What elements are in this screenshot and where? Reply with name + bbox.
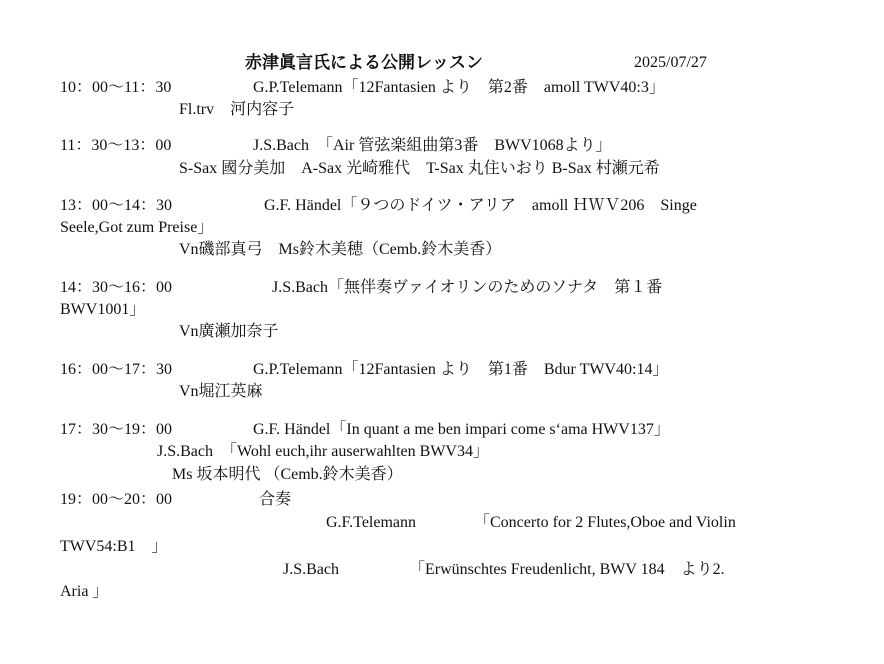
time-slot: 14：30〜16：00 bbox=[60, 279, 173, 296]
piece-title: J.S.Bach「無伴奏ヴァイオリンのためのソナタ 第１番 bbox=[272, 279, 663, 296]
performers: Vn磯部真弓 Ms鈴木美穂（Cemb.鈴木美香） bbox=[179, 241, 502, 258]
performers: Vn廣瀬加奈子 bbox=[179, 323, 279, 340]
page-title: 赤津眞言氏による公開レッスン bbox=[245, 53, 483, 72]
piece-title-continued: BWV1001」 bbox=[60, 301, 146, 318]
piece-title: G.P.Telemann「12Fantasien より 第1番 Bdur TWV40:14」 bbox=[253, 361, 669, 378]
performers: Fl.trv 河内容子 bbox=[179, 101, 295, 118]
event-date: 2025/07/27 bbox=[634, 54, 707, 71]
performers: Vn堀江英麻 bbox=[179, 383, 263, 400]
composer: J.S.Bach bbox=[283, 561, 339, 578]
piece-title-second: J.S.Bach 「Wohl euch,ihr auserwahlten BWV34」 bbox=[157, 443, 489, 460]
time-slot: 17：30〜19：00 bbox=[60, 421, 173, 438]
performers: S-Sax 國分美加 A-Sax 光崎雅代 T-Sax 丸住いおり B-Sax 村瀬元希 bbox=[179, 160, 660, 177]
ensemble-label: 合奏 bbox=[259, 491, 292, 508]
piece-title: G.F. Händel「In quant a me ben impari come s‘ama HWV137」 bbox=[253, 421, 670, 438]
performers: Ms 坂本明代 （Cemb.鈴木美香） bbox=[172, 466, 403, 483]
time-slot: 13：00〜14：30 bbox=[60, 197, 173, 214]
piece-title-continued: TWV54:B1 」 bbox=[60, 538, 168, 555]
piece-title-continued: Aria 」 bbox=[60, 583, 109, 600]
piece-title-continued: Seele,Got zum Preise」 bbox=[60, 219, 214, 236]
piece-title: G.P.Telemann「12Fantasien より 第2番 amoll TWV40:3」 bbox=[253, 79, 665, 96]
piece-title: 「Concerto for 2 Flutes,Oboe and Violin bbox=[474, 514, 736, 531]
piece-title: G.F. Händel「９つのドイツ・アリア amoll ＨＷＶ206 Singe bbox=[264, 197, 697, 214]
time-slot: 19：00〜20：00 bbox=[60, 491, 173, 508]
composer: G.F.Telemann bbox=[326, 514, 417, 531]
time-slot: 10：00〜11：30 bbox=[60, 79, 172, 96]
piece-title: J.S.Bach 「Air 管弦楽組曲第3番 BWV1068より」 bbox=[253, 137, 612, 154]
time-slot: 11：30〜13：00 bbox=[60, 137, 172, 154]
piece-title: 「Erwünschtes Freudenlicht, BWV 184 より2. bbox=[409, 561, 725, 578]
time-slot: 16：00〜17：30 bbox=[60, 361, 173, 378]
